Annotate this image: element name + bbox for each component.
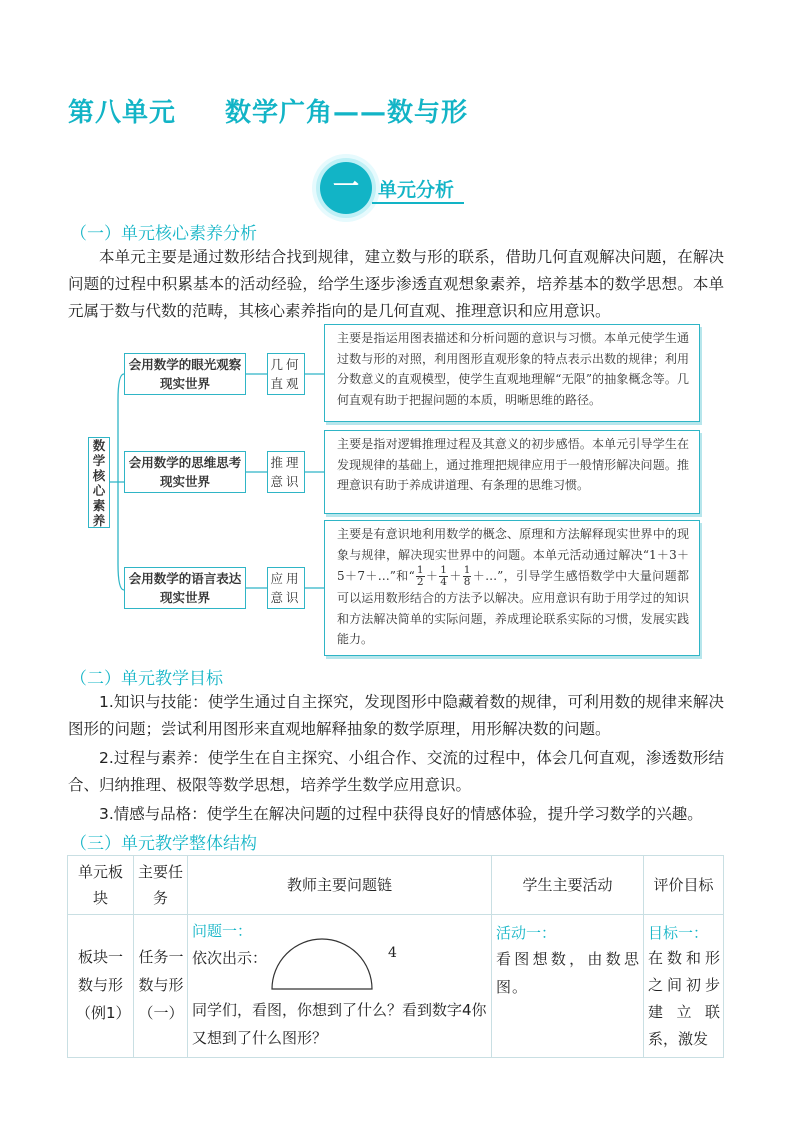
header-evaluation-goals: 评价目标	[644, 856, 724, 915]
application-text-part2: ＋…”，引导学生感悟数学中大量问题都可以运用数形结合的方法予以解决。应用意识有助于用学过的知识和方法解决简单的实际问题，养成理论联系实际的习惯，发展实践能力。	[337, 569, 689, 646]
literacy-box-reasoning: 推理意识	[267, 451, 305, 493]
fraction-eighth: $\frac{1}{8}$	[463, 564, 471, 588]
figure-number: 4	[388, 945, 397, 961]
unit-title: 第八单元	[68, 98, 177, 128]
section-number-badge: 一	[320, 162, 372, 214]
description-application: 主要是有意识地利用数学的概念、原理和方法解释现实世界中的现象与规律，解决现实世界中的问题。本单元活动通过解决“1＋3＋5＋7＋…”和“ $\frac{1}{2}$ ＋ $\frac{1}{4}$ ＋ $\frac{1}{8}$ ＋…”，引导学生感悟数学中大量问题都可以运用数形结合的方法予以解决。应用意识有助于用学过的知识和方法解决简单的实际问题，养成理论联系实际的习惯，发展实践能力。	[324, 520, 700, 656]
cell-student-activity	[492, 915, 644, 1058]
section-badge-label: 单元分析	[378, 179, 455, 201]
literacy-box-geometric-intuition: 几何直观	[267, 353, 305, 395]
ability-box-think: 会用数学的思维思考现实世界	[124, 451, 246, 493]
cell-task: 任务一数与形（一）	[134, 915, 188, 1058]
goal-item-knowledge: 1.知识与技能：使学生通过自主探究，发现图形中隐藏着数的规律，可利用数的规律来解决图形的问题；尝试利用图形来直观地解释抽象的数学原理，用形解决数的问题。	[68, 693, 724, 738]
section-heading-structure: （三）单元教学整体结构	[70, 834, 257, 854]
application-text-part1: 主要是有意识地利用数学的概念、原理和方法解释现实世界中的现象与规律，解决现实世界中的问题。本单元活动通过解决“1＋3＋5＋7＋…”和“	[337, 527, 689, 583]
question-label: 问题一：	[192, 922, 253, 940]
activity-text: 看图想数，由数思图。	[496, 950, 640, 996]
table-row	[68, 915, 724, 1058]
activity-label: 活动一：	[496, 924, 557, 942]
goal-label: 目标一：	[648, 924, 709, 942]
cell-evaluation-goal	[644, 915, 724, 1058]
structure-table	[67, 855, 724, 1058]
ability-box-express: 会用数学的语言表达现实世界	[124, 567, 246, 609]
header-main-task: 主要任务	[134, 856, 188, 915]
description-reasoning: 主要是指对逻辑推理过程及其意义的初步感悟。本单元引导学生在发现规律的基础上，通过推理把规律应用于一般情形解决问题。推理意识有助于养成讲道理、有条理的思维习惯。	[324, 430, 700, 514]
goal-item-emotion: 3.情感与品格：使学生在解决问题的过程中获得良好的情感体验，提升学习数学的兴趣。	[99, 805, 703, 823]
ability-box-observe: 会用数学的眼光观察现实世界	[124, 353, 246, 395]
cell-block: 板块一数与形（例1）	[68, 915, 134, 1058]
question-intro: 依次出示：	[192, 949, 268, 967]
question-text: 同学们，看图，你想到了什么？看到数字4你又想到了什么图形？	[192, 1001, 487, 1047]
table-header-row	[68, 856, 724, 915]
section-heading-core-literacy: （一）单元核心素养分析	[70, 224, 257, 244]
semicircle-figure	[270, 937, 374, 991]
goal-text: 在数和形之间初步建立联系，激发	[648, 949, 720, 1048]
fraction-half: $\frac{1}{2}$	[416, 564, 424, 588]
section-heading-teaching-goals: （二）单元教学目标	[70, 669, 223, 689]
fraction-quarter: $\frac{1}{4}$	[440, 564, 447, 588]
topic-title: 数学广角——数与形	[225, 98, 469, 128]
root-branch-connector	[110, 374, 124, 590]
literacy-box-application: 应用意识	[267, 567, 305, 609]
header-unit-block: 单元板块	[68, 856, 134, 915]
cell-teacher-question	[188, 915, 492, 1058]
diagram-root-core-literacy: 数学核心素养	[88, 437, 110, 528]
core-literacy-paragraph: 本单元主要是通过数形结合找到规律，建立数与形的联系，借助几何直观解决问题，在解决问题的过程中积累基本的活动经验，给学生逐步渗透直观想象素养，培养基本的数学思想。本单元属于数与代数的范畴，其核心素养指向的是几何直观、推理意识和应用意识。	[68, 248, 724, 320]
header-teacher-questions: 教师主要问题链	[188, 856, 492, 915]
goal-item-process: 2.过程与素养：使学生在自主探究、小组合作、交流的过程中，体会几何直观，渗透数形结合、归纳推理、极限等数学思想，培养学生数学应用意识。	[68, 749, 724, 794]
header-student-activities: 学生主要活动	[492, 856, 644, 915]
description-geometric-intuition: 主要是指运用图表描述和分析问题的意识与习惯。本单元使学生通过数与形的对照，利用图形直观形象的特点表示出数的规律；利用分数意义的直观模型，使学生直观地理解“无限”的抽象概念等。几何直观有助于把握问题的本质，明晰思维的路径。	[324, 324, 700, 422]
